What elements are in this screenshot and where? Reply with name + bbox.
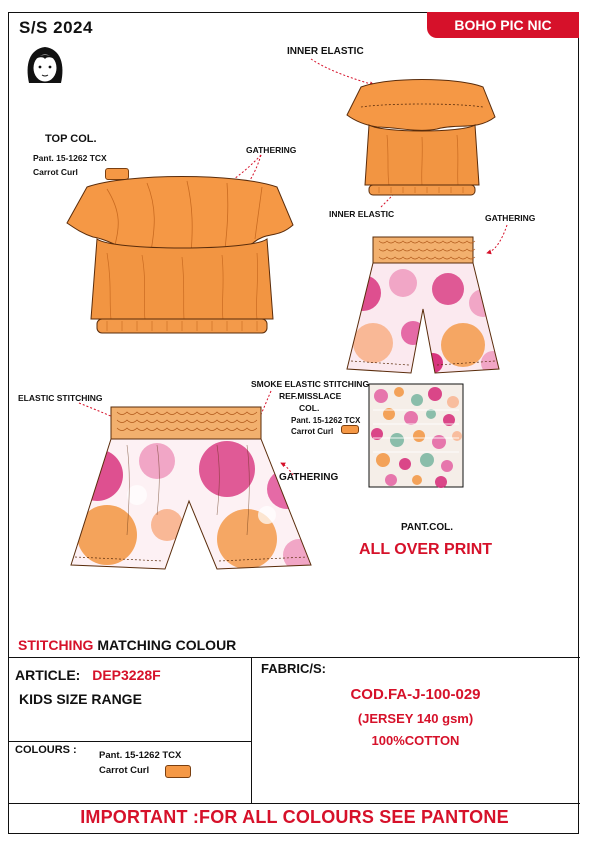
top-colour-title: TOP COL. [45,133,97,145]
tech-pack-sheet [8,12,579,834]
stitching-label-black: MATCHING COLOUR [93,637,237,653]
gathering-label-shorts-front: GATHERING [279,472,339,483]
fabric-code: COD.FA-J-100-029 [350,686,481,703]
smoke-pantone-name: Carrot Curl [291,427,334,436]
elastic-stitching-label: ELASTIC STITCHING [18,393,103,403]
important-footer: IMPORTANT :FOR ALL COLOURS SEE PANTONE [80,807,509,827]
top-front-flat-sketch [67,173,297,338]
pants-colour-title: PANT.COL. [401,522,454,533]
season-label: S/S 2024 [19,18,93,37]
smoke-label-line3: COL. [299,403,320,413]
fabric-composition: 100%COTTON [371,733,460,748]
inner-elastic-label-bottom: INNER ELASTIC [329,209,395,219]
footer-top-rule [9,803,580,804]
gathering-label-top: GATHERING [246,145,297,155]
article-label: ARTICLE: [15,667,81,683]
colours-top-rule [9,741,252,742]
top-pantone-code: Pant. 15-1262 TCX [33,153,107,163]
table-top-rule [9,657,580,658]
inner-elastic-label-top: INNER ELASTIC [287,46,364,57]
table-middle-rule [251,657,252,803]
top-pantone-name: Carrot Curl [33,167,78,177]
stitching-note [18,637,236,653]
shorts-back-flat-sketch [343,233,503,383]
size-range: KIDS SIZE RANGE [19,691,142,707]
colours-pantone-name: Carrot Curl [99,765,150,776]
article-row [15,667,161,683]
top-back-flat-sketch [347,77,497,201]
smoke-pantone-code: Pant. 15-1262 TCX [291,416,361,425]
article-code: DEP3228F [92,667,161,683]
gathering-label-shorts-back: GATHERING [485,213,536,223]
all-over-print-label: ALL OVER PRINT [359,541,493,558]
collection-badge: BOHO PIC NIC [427,12,579,38]
stitching-label-red: STITCHING [18,637,94,653]
colours-swatch [165,765,191,778]
colours-pantone-code: Pant. 15-1262 TCX [99,750,182,761]
smoke-label-line2: REF.MISSLACE [279,391,342,401]
colours-label: COLOURS : [15,744,77,756]
fabric-label: FABRIC/S: [261,661,326,676]
smocking-detail-photo [369,384,463,487]
fabric-description: (JERSEY 140 gsm) [357,711,474,726]
shorts-front-flat-sketch [67,403,320,577]
smoke-label-line1: SMOKE ELASTIC STITCHING [251,379,370,389]
